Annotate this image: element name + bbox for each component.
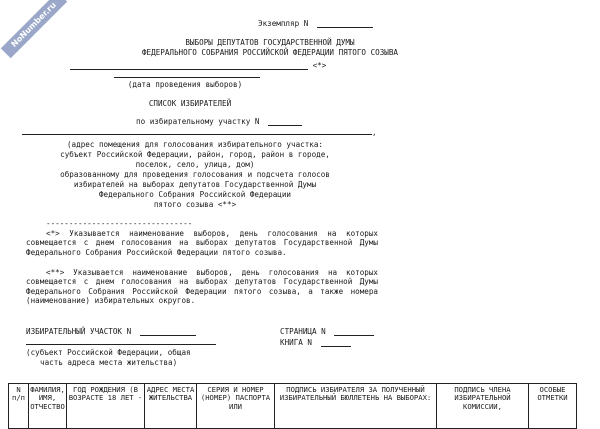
column-full-name: ФАМИЛИЯ, ИМЯ, ОТЧЕСТВО <box>29 384 67 429</box>
book-label: КНИГА N <box>280 338 313 347</box>
precinct-number-blank <box>268 125 302 126</box>
book-number-blank <box>321 346 351 347</box>
subject-note-2: часть адреса места жительства) <box>40 358 178 367</box>
book-number-line <box>280 338 351 347</box>
column-number: N п/п <box>9 384 29 429</box>
formed-line-1: образованному для проведения голосования и подсчета голосов <box>60 170 330 179</box>
footnote-separator: -------------------------------- <box>46 219 193 228</box>
address-comma: , <box>372 128 377 137</box>
column-address: АДРЕС МЕСТА ЖИТЕЛЬСТВА <box>145 384 197 429</box>
page-number-blank <box>334 335 374 336</box>
sheet-precinct-line <box>26 327 196 336</box>
column-special-notes: ОСОБЫЕ ОТМЕТКИ <box>529 384 577 429</box>
column-passport: СЕРИЯ И НОМЕР (НОМЕР) ПАСПОРТА ИЛИ <box>197 384 275 429</box>
footnote-1: <*> Указывается наименование выборов, день голосования на которых совмещается с днем голосования на выборах депутатов Государственной Думы Федерального Собрания Российской Федерации пятого созыва. <box>26 229 378 257</box>
column-voter-signature: ПОДПИСЬ ИЗБИРАТЕЛЯ ЗА ПОЛУЧЕННЫЙ ИЗБИРАТЕЛЬНЫЙ БЮЛЛЕТЕНЬ НА ВЫБОРАХ: <box>275 384 437 429</box>
copy-number-line <box>258 19 373 28</box>
date-blank <box>114 70 260 78</box>
table-header-row <box>9 384 577 429</box>
subject-note-1: (субъект Российской Федерации, общая <box>26 348 191 357</box>
formed-line-4: пятого созыва <**> <box>153 200 237 209</box>
copy-number-blank <box>317 27 373 28</box>
voter-table-header <box>8 383 577 429</box>
address-note-1: (адрес помещения для голосования избирательного участка: <box>66 140 324 149</box>
address-note-3: поселок, село, улица, дом) <box>135 160 255 169</box>
formed-line-3: Федерального Собрания Российской Федерации <box>98 190 292 199</box>
list-title: СПИСОК ИЗБИРАТЕЛЕЙ <box>148 99 232 108</box>
footnote-mark-1: <*> <box>312 61 327 70</box>
sheet-precinct-label: ИЗБИРАТЕЛЬНЫЙ УЧАСТОК N <box>26 327 132 336</box>
column-birth-year: ГОД РОЖДЕНИЯ (В ВОЗРАСТЕ 18 ЛЕТ - <box>67 384 145 429</box>
subject-blank <box>26 338 216 345</box>
formed-line-2: избирателей на выборах депутатов Государственной Думы <box>73 180 317 189</box>
precinct-label: по избирательному участку N <box>136 117 260 126</box>
footnote-2: <**> Указывается наименование выборов, день голосования на которых совмещается с днем голосования на выборах депутатов Государственной Думы Федерального Собрания Российской Федерации пятого созыва, а также номера (наименование) избирательных округов. <box>26 268 378 306</box>
address-note-2: субъект Российской Федерации, район, город, район в городе, <box>60 150 330 159</box>
watermark-logo: NoNumber.ru <box>1 0 67 58</box>
date-caption: (дата проведения выборов) <box>127 80 243 89</box>
column-commission-signature: ПОДПИСЬ ЧЛЕНА ИЗБИРАТЕЛЬНОЙ КОМИССИИ, <box>437 384 529 429</box>
title-line-1: ВЫБОРЫ ДЕПУТАТОВ ГОСУДАРСТВЕННОЙ ДУМЫ <box>185 38 355 47</box>
copy-label: Экземпляр N <box>258 19 309 28</box>
sheet-precinct-blank <box>140 335 196 336</box>
title-line-2: ФЕДЕРАЛЬНОГО СОБРАНИЯ РОССИЙСКОЙ ФЕДЕРАЦИИ ПЯТОГО СОЗЫВА <box>141 48 399 57</box>
precinct-line <box>136 117 302 126</box>
page-label: СТРАНИЦА N <box>280 327 326 336</box>
page-number-line <box>280 327 374 336</box>
address-blank <box>22 128 372 135</box>
